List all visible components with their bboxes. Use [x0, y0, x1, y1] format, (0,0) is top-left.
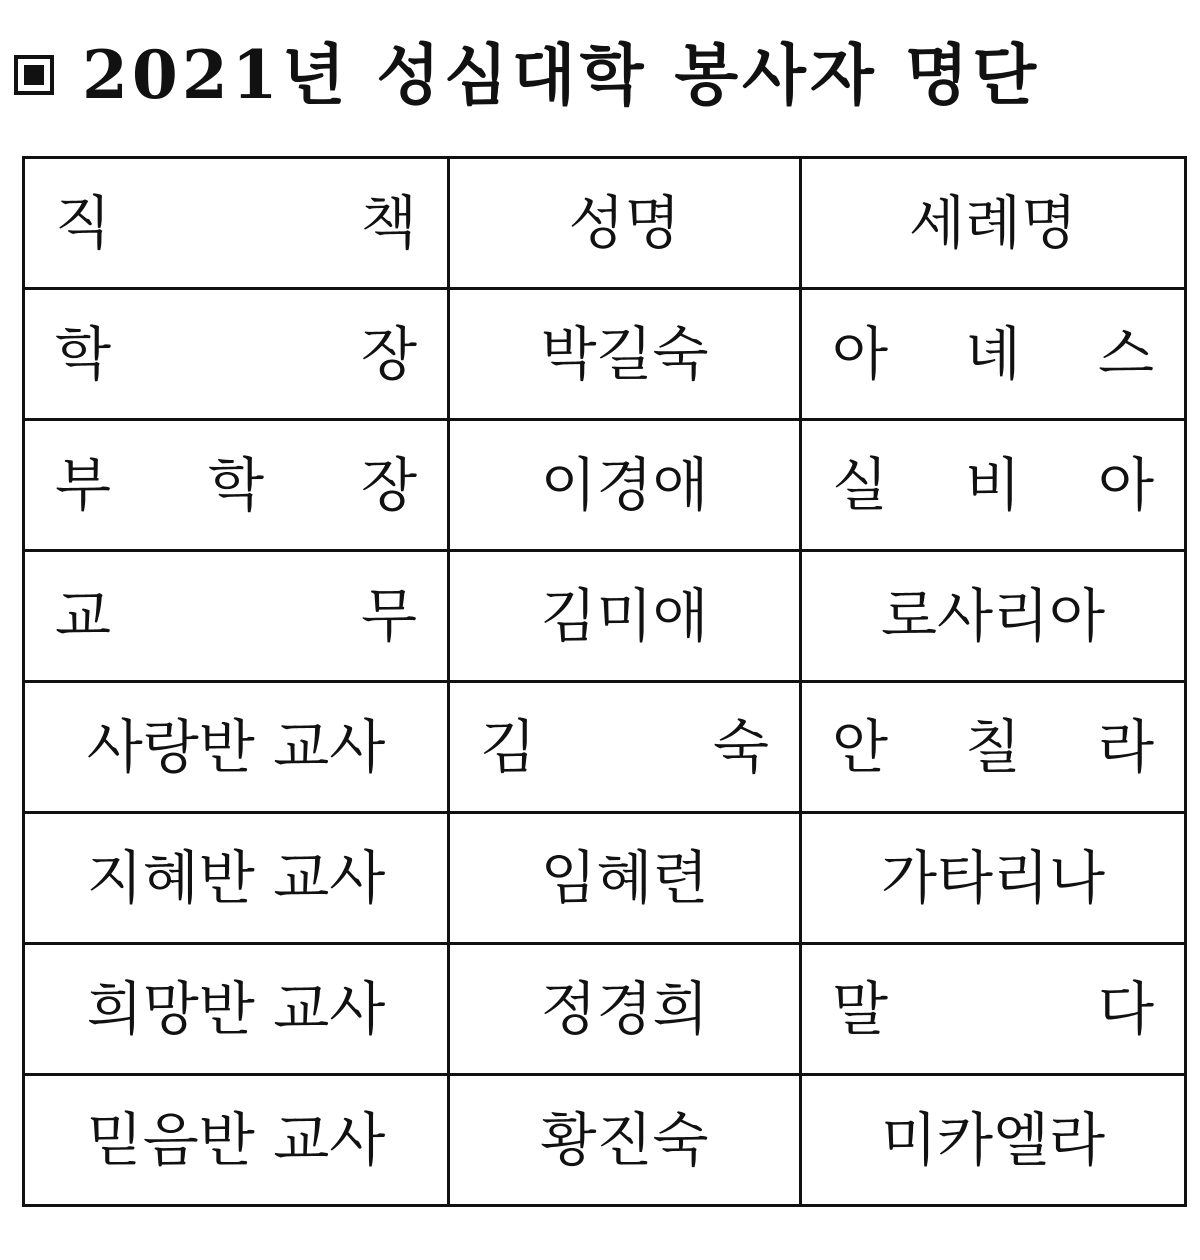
cell-text: [480, 189, 769, 257]
cell-text-part: 라: [1097, 713, 1154, 781]
cell-text-part: 성명: [568, 189, 681, 257]
black-square-icon: [14, 55, 54, 95]
cell-text: [480, 1106, 769, 1174]
cell-text-part: 칠: [964, 713, 1022, 781]
cell-baptismal-name: [801, 551, 1186, 682]
cell-name: [449, 1075, 801, 1206]
cell-name: [449, 420, 801, 551]
cell-text: [55, 844, 417, 912]
cell-text-part: 숙: [712, 713, 769, 781]
cell-text: [480, 713, 769, 781]
cell-baptismal-name: [801, 289, 1186, 420]
volunteer-roster-table: [22, 156, 1187, 1207]
cell-text-part: 부: [55, 451, 112, 519]
cell-text-part: 황진숙: [540, 1106, 709, 1174]
cell-text: [55, 975, 417, 1043]
cell-text: [480, 975, 769, 1043]
cell-text-part: 지혜반 교사: [86, 844, 386, 912]
cell-name: [449, 289, 801, 420]
cell-text: [832, 713, 1154, 781]
cell-text: [55, 189, 417, 257]
cell-baptismal-name: [801, 1075, 1186, 1206]
cell-baptismal-name: [801, 682, 1186, 813]
cell-text: [480, 844, 769, 912]
page-title-row: [14, 30, 1040, 120]
cell-text: [832, 582, 1154, 650]
page-title: 2021년 성심대학 봉사자 명단: [82, 36, 1041, 114]
cell-text-part: 아: [1097, 451, 1154, 519]
table-row: [24, 289, 1186, 420]
cell-text-part: 아: [832, 320, 889, 388]
cell-text-part: 교: [55, 582, 112, 650]
cell-role: [24, 551, 449, 682]
cell-text-part: 김: [480, 713, 537, 781]
cell-text-part: 로사리아: [880, 582, 1106, 650]
cell-text: [55, 582, 417, 650]
cell-text-part: 장: [360, 320, 417, 388]
cell-baptismal-name: [801, 813, 1186, 944]
cell-text-part: 박길숙: [540, 320, 709, 388]
cell-text: [480, 451, 769, 519]
cell-text-part: 녜: [964, 320, 1022, 388]
cell-role: [24, 1075, 449, 1206]
cell-name: [449, 944, 801, 1075]
header-role: [24, 158, 449, 289]
cell-text-part: 다: [1097, 975, 1154, 1043]
cell-role: [24, 813, 449, 944]
cell-text: [55, 713, 417, 781]
cell-role: [24, 289, 449, 420]
cell-text: [480, 582, 769, 650]
cell-text-part: 직: [55, 189, 112, 257]
cell-text-part: 장: [360, 451, 417, 519]
cell-role: [24, 420, 449, 551]
cell-text-part: 무: [360, 582, 417, 650]
cell-text: [832, 844, 1154, 912]
cell-text-part: 말: [832, 975, 889, 1043]
cell-text: [832, 975, 1154, 1043]
cell-text: [55, 451, 417, 519]
table-row: [24, 420, 1186, 551]
cell-text-part: 정경희: [540, 975, 709, 1043]
cell-text-part: 학: [207, 451, 265, 519]
cell-text-part: 믿음반 교사: [86, 1106, 386, 1174]
cell-text: [55, 1106, 417, 1174]
cell-baptismal-name: [801, 944, 1186, 1075]
table-row: [24, 1075, 1186, 1206]
cell-role: [24, 682, 449, 813]
cell-text-part: 임혜련: [540, 844, 709, 912]
cell-text-part: 미카엘라: [880, 1106, 1106, 1174]
table-row: [24, 682, 1186, 813]
table-header-row: [24, 158, 1186, 289]
cell-name: [449, 682, 801, 813]
cell-text-part: 김미애: [540, 582, 709, 650]
cell-text-part: 사랑반 교사: [86, 713, 386, 781]
cell-text-part: 이경애: [540, 451, 709, 519]
cell-text-part: 세례명: [908, 189, 1078, 257]
cell-text: [480, 320, 769, 388]
cell-role: [24, 944, 449, 1075]
cell-text: [832, 189, 1154, 257]
table-body: [24, 289, 1186, 1206]
cell-text-part: 스: [1097, 320, 1154, 388]
cell-text: [832, 1106, 1154, 1174]
cell-name: [449, 813, 801, 944]
cell-text-part: 가타리나: [880, 844, 1106, 912]
cell-text-part: 실: [832, 451, 889, 519]
cell-text: [832, 320, 1154, 388]
header-name: [449, 158, 801, 289]
cell-text-part: 학: [55, 320, 112, 388]
table-row: [24, 813, 1186, 944]
cell-text-part: 비: [964, 451, 1022, 519]
header-baptismal-name: [801, 158, 1186, 289]
table-row: [24, 944, 1186, 1075]
cell-baptismal-name: [801, 420, 1186, 551]
cell-text-part: 희망반 교사: [86, 975, 386, 1043]
cell-text: [55, 320, 417, 388]
cell-text-part: 안: [832, 713, 889, 781]
table-row: [24, 551, 1186, 682]
cell-text-part: 책: [360, 189, 417, 257]
cell-name: [449, 551, 801, 682]
cell-text: [832, 451, 1154, 519]
